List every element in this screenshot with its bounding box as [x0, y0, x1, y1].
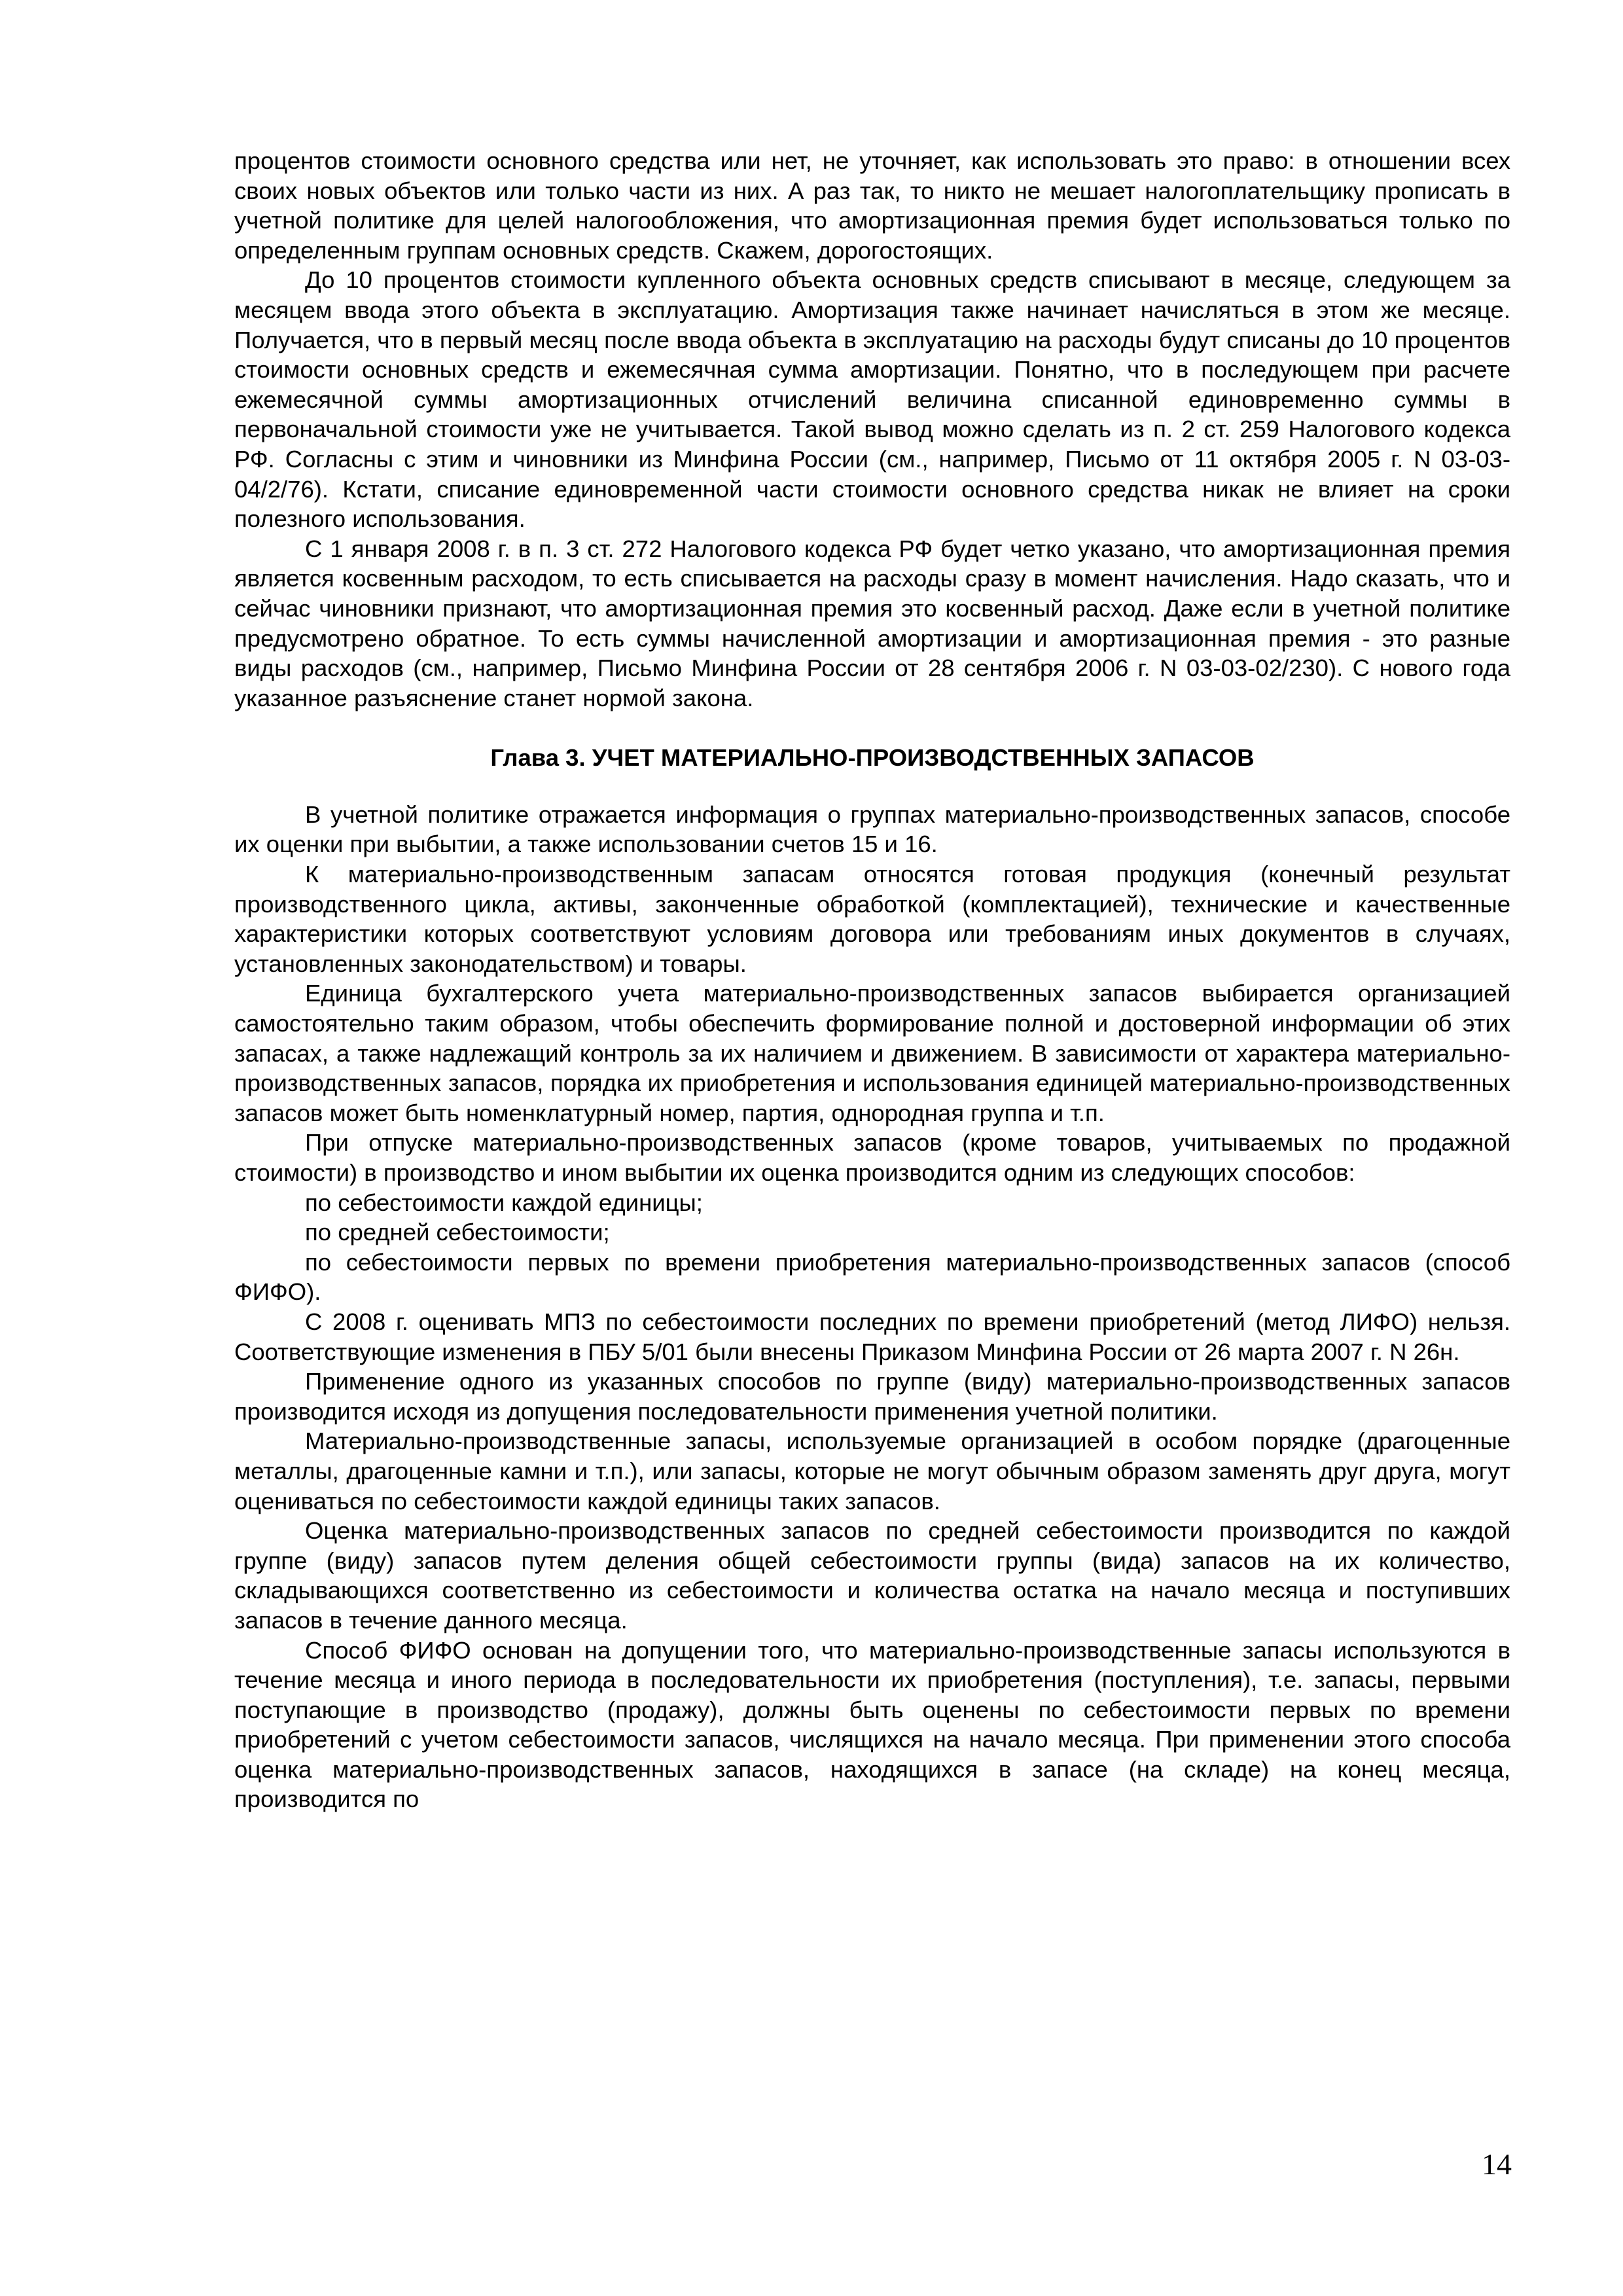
paragraph: процентов стоимости основного средства или нет, не уточняет, как использовать это право: в отношении всех своих новых объектов или только части из них. А раз так, то никто не мешает налогоплательщику прописать в учетной политике для целей налогообложения, что амортизационная премия будет использоваться только по определенным группам основных средств. Скажем, дорогостоящих.: [234, 147, 1510, 264]
paragraph: К материально-производственным запасам относятся готовая продукция (конечный результат производственного цикла, активы, законченные обработкой (комплектацией), технические и качественные характеристики которых соответствуют условиям договора или требованиям иных документов в случаях, установленных законодательством) и товары.: [234, 861, 1510, 977]
list-item: по средней себестоимости;: [305, 1219, 610, 1246]
list-item: по себестоимости первых по времени приобретения материально-производственных запасов (способ ФИФО).: [234, 1248, 1510, 1306]
paragraph: Применение одного из указанных способов по группе (виду) материально-производственных запасов производится исходя из допущения последовательности применения учетной политики.: [234, 1368, 1510, 1425]
paragraph: При отпуске материально-производственных запасов (кроме товаров, учитываемых по продажной стоимости) в производство и ином выбытии их оценка производится одним из следующих способов:: [234, 1129, 1510, 1186]
chapter-title: Глава 3. УЧЕТ МАТЕРИАЛЬНО-ПРОИЗВОДСТВЕННЫХ ЗАПАСОВ: [490, 744, 1255, 772]
list-item: по себестоимости каждой единицы;: [305, 1189, 703, 1216]
paragraph: В учетной политике отражается информация о группах материально-производственных запасов, способе их оценки при выбытии, а также использовании счетов 15 и 16.: [234, 800, 1510, 858]
paragraph: С 1 января 2008 г. в п. 3 ст. 272 Налогового кодекса РФ будет четко указано, что амортизационная премия является косвенным расходом, то есть списывается на расходы сразу в момент начисления. Надо сказать, что и сейчас чиновники признают, что амортизационная премия это косвенный расход. Даже если в учетной политике предусмотрено обратное. То есть суммы начисленной амортизации и амортизационная премия - это разные виды расходов (см., например, Письмо Минфина России от 28 сентября 2006 г. N 03-03-02/230). С нового года указанное разъяснение станет нормой закона.: [234, 535, 1510, 711]
paragraph: Оценка материально-производственных запасов по средней себестоимости производится по каждой группе (виду) запасов путем деления общей себестоимости группы (вида) запасов на их количество, складывающихся соответственно из себестоимости и количества остатка на начало месяца и поступивших запасов в течение данного месяца.: [234, 1517, 1510, 1634]
paragraph: С 2008 г. оценивать МПЗ по себестоимости последних по времени приобретений (метод ЛИФО) нельзя. Соответствующие изменения в ПБУ 5/01 были внесены Приказом Минфина России от 26 марта 2007 г. N 26н.: [234, 1308, 1510, 1365]
paragraph: Единица бухгалтерского учета материально-производственных запасов выбирается организацией самостоятельно таким образом, чтобы обеспечить формирование полной и достоверной информации об этих запасах, а также надлежащий контроль за их наличием и движением. В зависимости от характера материально-производственных запасов, порядка их приобретения и использования единицей материально-производственных запасов может быть номенклатурный номер, партия, однородная группа и т.п.: [234, 980, 1510, 1126]
page-number: 14: [1482, 2147, 1512, 2181]
page-body: [234, 146, 1510, 1814]
paragraph: До 10 процентов стоимости купленного объекта основных средств списывают в месяце, следующем за месяцем ввода этого объекта в эксплуатацию. Амортизация также начинает начисляться в этом же месяце. Получается, что в первый месяц после ввода объекта в эксплуатацию на расходы будут списаны до 10 процентов стоимости основных средств и ежемесячная сумма амортизации. Понятно, что в последующем при расчете ежемесячной суммы амортизационных отчислений величина списанной единовременно суммы в первоначальной стоимости уже не учитывается. Такой вывод можно сделать из п. 2 ст. 259 Налогового кодекса РФ. Согласны с этим и чиновники из Минфина России (см., например, Письмо от 11 октября 2005 г. N 03-03-04/2/76). Кстати, списание единовременной части стоимости основного средства никак не влияет на сроки полезного использования.: [234, 266, 1510, 533]
paragraph: Способ ФИФО основан на допущении того, что материально-производственные запасы используются в течение месяца и иного периода в последовательности их приобретения (поступления), т.е. запасы, первыми поступающие в производство (продажу), должны быть оценены по себестоимости первых по времени приобретений с учетом себестоимости запасов, числящихся на начало месяца. При применении этого способа оценка материально-производственных запасов, находящихся в запасе (на складе) на конец месяца, производится по: [234, 1636, 1510, 1813]
paragraph: Материально-производственные запасы, используемые организацией в особом порядке (драгоценные металлы, драгоценные камни и т.п.), или запасы, которые не могут обычным образом заменять друг друга, могут оцениваться по себестоимости каждой единицы таких запасов.: [234, 1427, 1510, 1515]
